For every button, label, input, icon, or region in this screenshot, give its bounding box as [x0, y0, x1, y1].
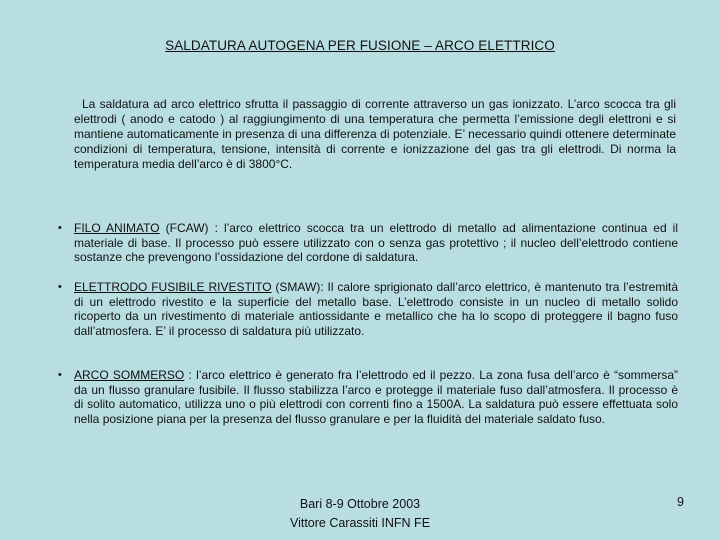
bullet-text [74, 368, 678, 426]
bullet-marker: • [58, 222, 62, 234]
page-number: 9 [677, 495, 684, 509]
bullet-arco-sommerso [58, 368, 678, 426]
footer [240, 495, 480, 533]
bullet-term: ARCO SOMMERSO [74, 368, 185, 382]
bullet-marker: • [58, 369, 62, 381]
bullet-term: ELETTRODO FUSIBILE RIVESTITO [74, 280, 272, 294]
footer-author: Vittore Carassiti INFN FE [289, 516, 431, 530]
bullet-body: : l’arco elettrico è generato fra l’elettrodo ed il pezzo. La zona fusa dell’arco è “sommersa” da un flusso granulare fusibile. Il flusso stabilizza l’arco e protegge il materiale fuso dall’atmosfera. Il processo è di solito automatico, utilizza uno o più elettrodi con correnti fino a 1500A. La saldatura può essere effettuata solo nella posizione piana per la presenza del flusso granulare e per la fluidità del materiale saldato fuso. [74, 368, 679, 426]
bullet-body: (SMAW): Il calore sprigionato dall’arco elettrico, è mantenuto tra l’estremità di un elettrodo rivestito e la superficie del metallo base. L’elettrodo consiste in un nucleo di metallo solido ricoperto da un rivestimento di materiale antiossidante e metallico che ha lo scopo di proteggere il bagno fuso dall’atmosfera. E’ il processo di saldatura più utilizzato. [74, 280, 678, 338]
bullet-text [74, 280, 678, 338]
intro-paragraph: La saldatura ad arco elettrico sfrutta il passaggio di corrente attraverso un gas ionizzato. L’arco scocca tra gli elettrodi ( anodo e catodo ) al raggiungimento di una temperatura che permetta l’emissione degli elettroni e si mantiene automaticamente in presenza di una differenza di potenziale. E’ necessario quindi ottenere determinate condizioni di temperatura, tensione, intensità di corrente e ionizzazione del gas tra gli elettrodi. Di norma la temperatura media dell’arco è di 3800°C. [74, 97, 676, 171]
bullet-body: (FCAW) : l’arco elettrico scocca tra un elettrodo di metallo ad alimentazione continua ed il materiale di base. Il processo può essere utilizzato con o senza gas protettivo ; il nucleo dell’elettrodo contiene sostanze che prevengono l’ossidazione del cordone di saldatura. [74, 221, 679, 264]
slide-title: SALDATURA AUTOGENA PER FUSIONE – ARCO ELETTRICO [165, 38, 555, 53]
bullet-marker: • [58, 281, 62, 293]
bullet-filo-animato [58, 221, 678, 265]
bullet-term: FILO ANIMATO [74, 221, 160, 235]
bullet-text [74, 221, 678, 265]
footer-date-location: Bari 8-9 Ottobre 2003 [299, 497, 421, 511]
bullet-elettrodo-fusibile [58, 280, 678, 338]
